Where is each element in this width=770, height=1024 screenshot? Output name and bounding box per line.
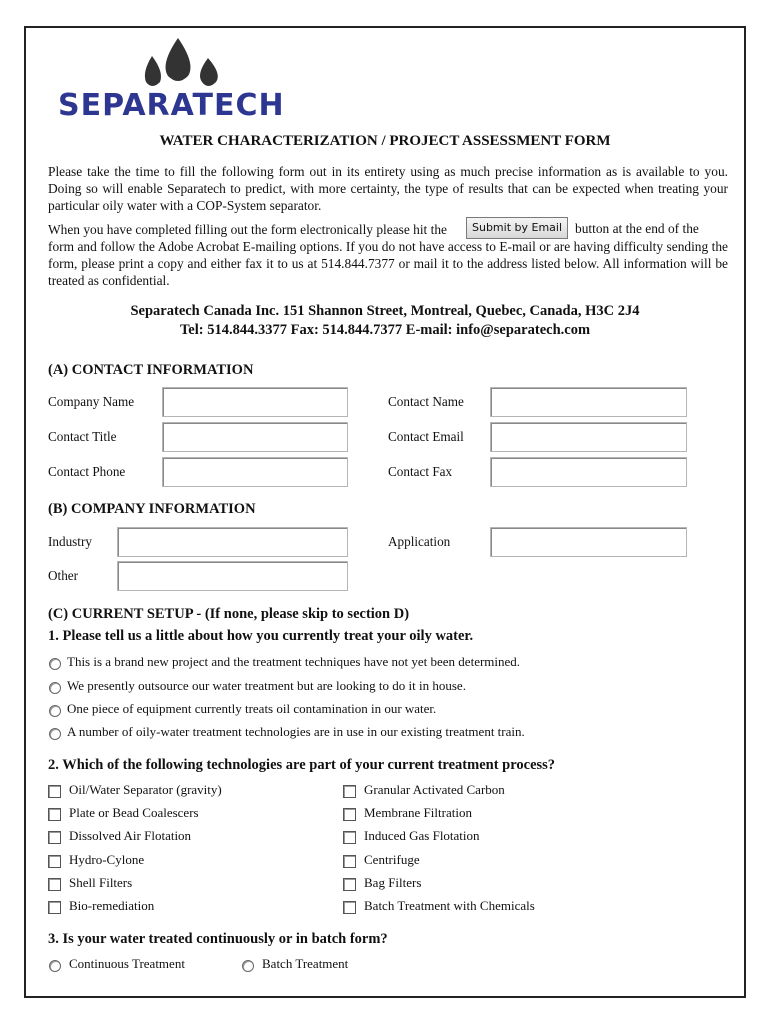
section-b-title: (B) COMPANY INFORMATION — [48, 501, 256, 517]
oil-water-separator-label: Oil/Water Separator (gravity) — [69, 782, 222, 797]
induced-gas-flotation-label: Induced Gas Flotation — [364, 828, 480, 843]
logo-drop-right — [200, 58, 218, 86]
batch-treatment-chemicals-label: Batch Treatment with Chemicals — [364, 898, 535, 913]
checkbox-membrane-filtration[interactable] — [343, 808, 356, 821]
contact-line: Tel: 514.844.3377 Fax: 514.844.7377 E-mail: info@separatech.com — [179, 322, 591, 338]
bio-remediation-label: Bio-remediation — [69, 898, 155, 913]
contact-fax-label: Contact Fax — [388, 464, 453, 479]
logo-wordmark: SEPARATECH — [58, 88, 285, 123]
logo-drop-left — [145, 56, 161, 86]
q1-radio-option-2[interactable] — [49, 682, 61, 694]
industry-field[interactable] — [117, 527, 348, 557]
application-label: Application — [388, 534, 451, 549]
contact-email-label: Contact Email — [388, 429, 464, 444]
checkbox-batch-treatment-chemicals[interactable] — [343, 901, 356, 914]
application-field[interactable] — [490, 527, 687, 557]
q1-option-2-label: We presently outsource our water treatment but are looking to do it in house. — [67, 678, 466, 693]
instructions-before: When you have completed filling out the form electronically please hit the — [48, 222, 447, 237]
q1-option-4-label: A number of oily-water treatment technologies are in use in our existing treatment train. — [67, 724, 525, 739]
checkbox-granular-activated-carbon[interactable] — [343, 785, 356, 798]
checkbox-bag-filters[interactable] — [343, 878, 356, 891]
q1-radio-option-3[interactable] — [49, 705, 61, 717]
logo-drops — [130, 36, 240, 90]
checkbox-centrifuge[interactable] — [343, 855, 356, 868]
company-name-field[interactable] — [162, 387, 348, 417]
intro-paragraph: Please take the time to fill the following form out in its entirety using as much precise information as is available to you. Doing so will enable Separatech to predict, with more certainty, the type of results that can be expected when treating your particular oily water with a COP-System separator. — [48, 164, 728, 213]
hydro-cylone-label: Hydro-Cylone — [69, 852, 145, 867]
contact-email-field[interactable] — [490, 422, 687, 452]
checkbox-dissolved-air-flotation[interactable] — [48, 831, 61, 844]
bag-filters-label: Bag Filters — [364, 875, 422, 890]
q3-radio-batch[interactable] — [242, 960, 254, 972]
q3-radio-continuous[interactable] — [49, 960, 61, 972]
dissolved-air-flotation-label: Dissolved Air Flotation — [69, 828, 192, 843]
submit-by-email-button[interactable]: Submit by Email — [466, 217, 568, 239]
contact-title-field[interactable] — [162, 422, 348, 452]
granular-activated-carbon-label: Granular Activated Carbon — [364, 782, 505, 797]
contact-title-label: Contact Title — [48, 429, 117, 444]
instructions-after: button at the end of the — [575, 221, 699, 236]
checkbox-induced-gas-flotation[interactable] — [343, 831, 356, 844]
industry-label: Industry — [48, 534, 92, 549]
q1-radio-option-4[interactable] — [49, 728, 61, 740]
address-line: Separatech Canada Inc. 151 Shannon Street, Montreal, Quebec, Canada, H3C 2J4 — [130, 303, 640, 319]
company-name-label: Company Name — [48, 394, 135, 409]
contact-phone-label: Contact Phone — [48, 464, 126, 479]
logo-drop-center — [166, 38, 191, 81]
continuous-treatment-label: Continuous Treatment — [69, 956, 185, 971]
membrane-filtration-label: Membrane Filtration — [364, 805, 472, 820]
question-1: 1. Please tell us a little about how you currently treat your oily water. — [48, 628, 474, 644]
checkbox-bio-remediation[interactable] — [48, 901, 61, 914]
q1-option-3-label: One piece of equipment currently treats oil contamination in our water. — [67, 701, 437, 716]
plate-bead-coalescers-label: Plate or Bead Coalescers — [69, 805, 199, 820]
q1-radio-option-1[interactable] — [49, 658, 61, 670]
checkbox-shell-filters[interactable] — [48, 878, 61, 891]
question-2: 2. Which of the following technologies are part of your current treatment process? — [48, 757, 556, 773]
contact-name-label: Contact Name — [388, 394, 464, 409]
question-3: 3. Is your water treated continuously or in batch form? — [48, 931, 388, 947]
centrifuge-label: Centrifuge — [364, 852, 420, 867]
instructions-rest: form and follow the Adobe Acrobat E-mailing options. If you do not have access to E-mail or are having difficulty sending the form, please print a copy and either fax it to us at 514.844.7377 or mail it to the address listed below. All information will be treated as confidential. — [48, 239, 728, 288]
contact-fax-field[interactable] — [490, 457, 687, 487]
contact-name-field[interactable] — [490, 387, 687, 417]
checkbox-hydro-cylone[interactable] — [48, 855, 61, 868]
contact-phone-field[interactable] — [162, 457, 348, 487]
section-a-title: (A) CONTACT INFORMATION — [48, 362, 254, 378]
section-c-title: (C) CURRENT SETUP - (If none, please skip to section D) — [48, 606, 410, 622]
form-title: WATER CHARACTERIZATION / PROJECT ASSESSMENT FORM — [159, 133, 611, 149]
batch-treatment-label: Batch Treatment — [262, 956, 349, 971]
q1-option-1-label: This is a brand new project and the treatment techniques have not yet been determined. — [67, 654, 521, 669]
checkbox-plate-bead-coalescers[interactable] — [48, 808, 61, 821]
checkbox-oil-water-separator[interactable] — [48, 785, 61, 798]
other-field[interactable] — [117, 561, 348, 591]
other-label: Other — [48, 568, 79, 583]
shell-filters-label: Shell Filters — [69, 875, 133, 890]
